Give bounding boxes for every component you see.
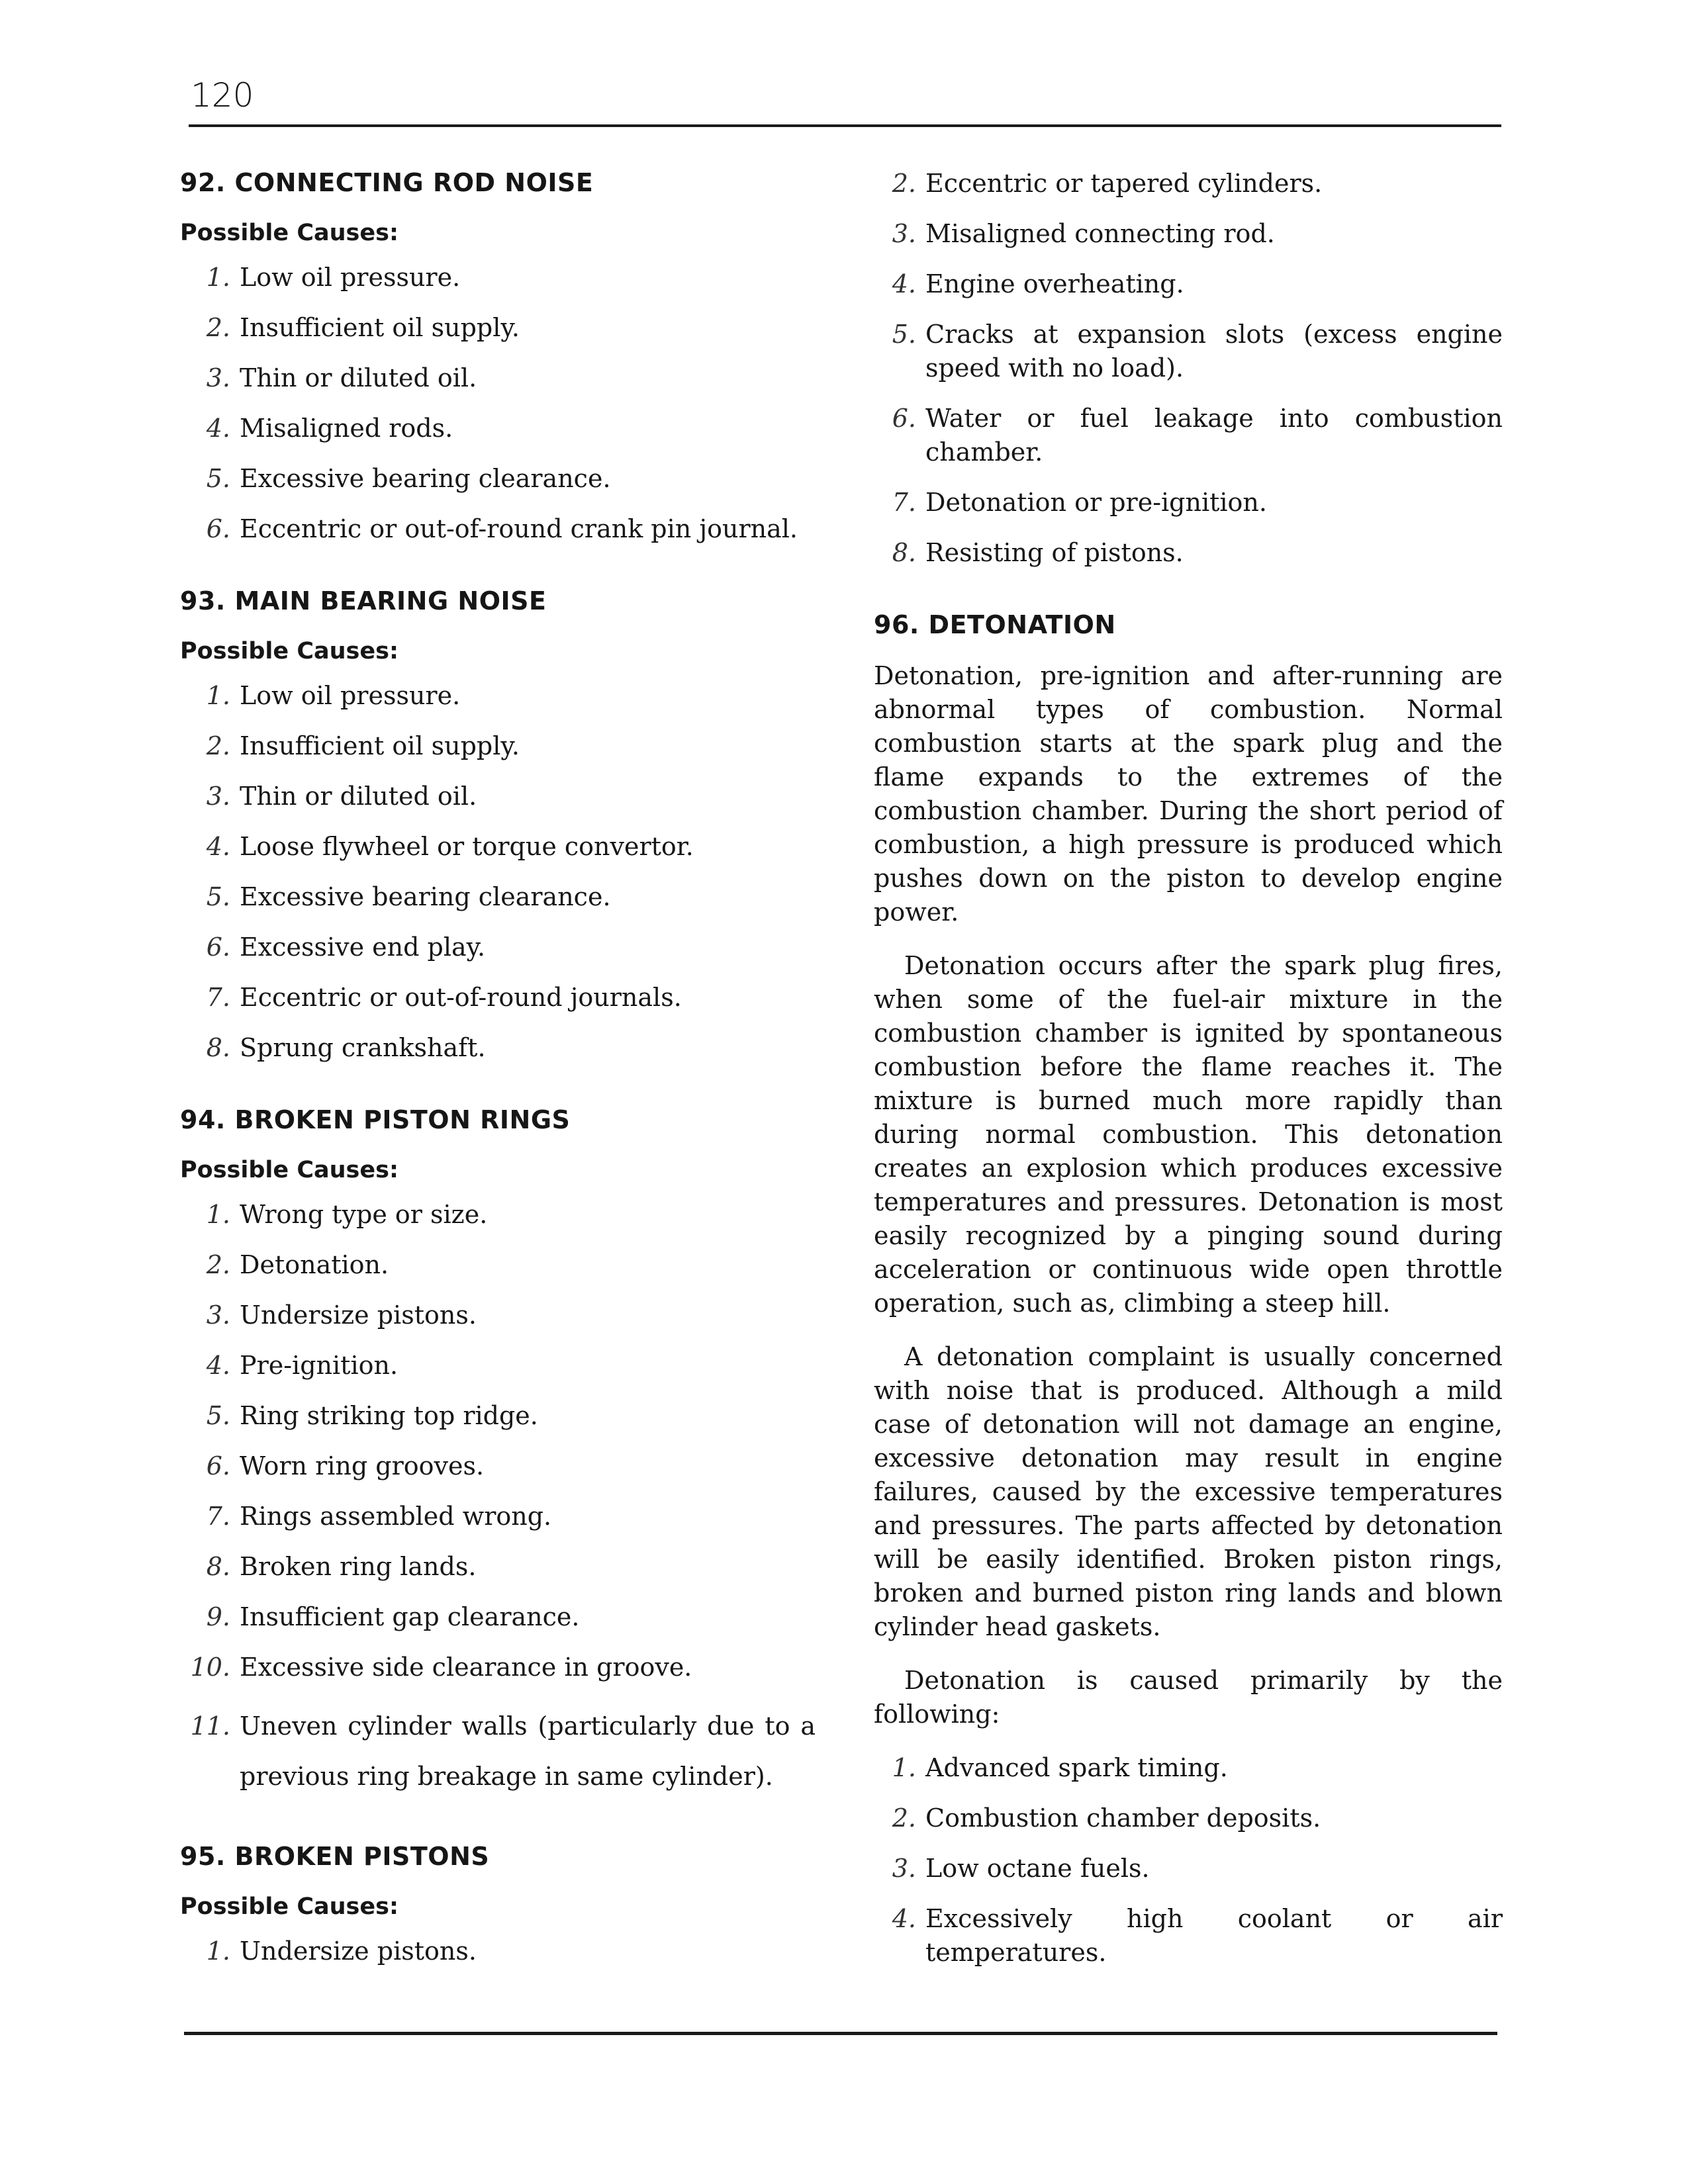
item-number: 5. bbox=[206, 882, 230, 911]
item-text: Undersize pistons. bbox=[240, 1936, 477, 1966]
item-number: 4. bbox=[892, 269, 916, 298]
list-item bbox=[180, 1550, 816, 1584]
item-text: Wrong type or size. bbox=[240, 1200, 488, 1229]
item-number: 3. bbox=[892, 219, 916, 248]
paragraph: Detonation, pre-ignition and after-running are abnormal types of combustion. Normal combustion starts at the spark plug and the flame expands to the extremes of the combustion chamber. During the short period of combustion, a high pressure is produced which pushes down on the piston to develop engine power. bbox=[874, 661, 1503, 927]
item-number: 5. bbox=[206, 464, 230, 493]
cause-list bbox=[180, 261, 816, 546]
item-text: Engine overheating. bbox=[925, 269, 1184, 298]
item-number: 6. bbox=[206, 1451, 230, 1480]
section-spacer bbox=[874, 586, 1503, 609]
item-number: 6. bbox=[206, 514, 230, 543]
item-text: Excessive end play. bbox=[240, 933, 486, 962]
item-number: 2. bbox=[892, 169, 916, 198]
item-text: Eccentric or out-of-round journals. bbox=[240, 983, 682, 1012]
section-92 bbox=[180, 167, 816, 546]
item-number: 11. bbox=[190, 1711, 230, 1741]
continued-cause-list bbox=[874, 167, 1503, 570]
item-number: 7. bbox=[206, 1502, 230, 1531]
section-subtitle: Possible Causes: bbox=[180, 220, 399, 246]
list-item bbox=[180, 412, 816, 445]
item-number: 5. bbox=[206, 1401, 230, 1430]
list-item bbox=[180, 1198, 816, 1232]
item-number: 2. bbox=[206, 313, 230, 342]
item-text: Low octane fuels. bbox=[925, 1854, 1150, 1883]
section-title: 92. CONNECTING ROD NOISE bbox=[180, 168, 594, 197]
item-text: Low oil pressure. bbox=[240, 263, 461, 292]
section-94 bbox=[180, 1104, 816, 1801]
item-text: Rings assembled wrong. bbox=[240, 1502, 552, 1531]
item-text: Excessive side clearance in groove. bbox=[240, 1653, 692, 1682]
section-95 bbox=[180, 1841, 816, 1968]
list-item bbox=[180, 931, 816, 964]
section-spacer bbox=[180, 563, 816, 585]
item-text: Excessively high coolant or air temperatures. bbox=[925, 1904, 1503, 1967]
item-text: Cracks at expansion slots (excess engine speed with no load). bbox=[925, 320, 1503, 383]
list-item bbox=[180, 729, 816, 763]
item-text: Broken ring lands. bbox=[240, 1552, 477, 1581]
item-number: 2. bbox=[892, 1803, 916, 1833]
top-rule bbox=[189, 124, 1501, 127]
section-subtitle: Possible Causes: bbox=[180, 638, 399, 664]
item-number: 3. bbox=[206, 1300, 230, 1330]
item-text: Worn ring grooves. bbox=[240, 1451, 485, 1480]
item-number: 9. bbox=[206, 1602, 230, 1631]
item-text: Combustion chamber deposits. bbox=[925, 1803, 1321, 1833]
item-number: 3. bbox=[206, 782, 230, 811]
item-number: 4. bbox=[206, 1351, 230, 1380]
item-text: Sprung crankshaft. bbox=[240, 1033, 486, 1062]
list-item bbox=[180, 311, 816, 345]
item-text: Excessive bearing clearance. bbox=[240, 882, 611, 911]
list-item bbox=[874, 1852, 1503, 1886]
item-text: Excessive bearing clearance. bbox=[240, 464, 611, 493]
cause-list bbox=[874, 1751, 1503, 1970]
list-item bbox=[874, 536, 1503, 570]
item-text: Uneven cylinder walls (particularly due to a previous ring breakage in same cylinder). bbox=[240, 1711, 816, 1791]
item-number: 8. bbox=[206, 1033, 230, 1062]
section-96 bbox=[874, 609, 1503, 1970]
list-item bbox=[180, 1248, 816, 1282]
item-number: 8. bbox=[892, 538, 916, 567]
list-item bbox=[874, 1801, 1503, 1835]
item-number: 1. bbox=[206, 1200, 230, 1229]
item-number: 8. bbox=[206, 1552, 230, 1581]
item-number: 1. bbox=[206, 263, 230, 292]
item-number: 6. bbox=[206, 933, 230, 962]
item-text: Low oil pressure. bbox=[240, 681, 461, 710]
list-item bbox=[180, 512, 816, 546]
section-title: 93. MAIN BEARING NOISE bbox=[180, 586, 547, 615]
item-number: 10. bbox=[190, 1653, 230, 1682]
section-subtitle: Possible Causes: bbox=[180, 1893, 399, 1920]
item-number: 7. bbox=[206, 983, 230, 1012]
list-item bbox=[180, 1298, 816, 1332]
list-item bbox=[180, 1399, 816, 1433]
section-title: 94. BROKEN PISTON RINGS bbox=[180, 1105, 571, 1134]
paragraph: Detonation is caused primarily by the following: bbox=[874, 1666, 1503, 1729]
list-item bbox=[874, 1902, 1503, 1970]
list-item bbox=[180, 1934, 816, 1968]
section-93 bbox=[180, 585, 816, 1065]
list-item bbox=[180, 1701, 816, 1801]
item-number: 1. bbox=[206, 681, 230, 710]
list-item bbox=[874, 167, 1503, 201]
left-column bbox=[180, 167, 816, 1985]
item-text: Pre-ignition. bbox=[240, 1351, 399, 1380]
cause-list bbox=[180, 679, 816, 1065]
item-text: Detonation or pre-ignition. bbox=[925, 488, 1267, 517]
list-item bbox=[180, 679, 816, 713]
list-item bbox=[180, 462, 816, 496]
list-item bbox=[180, 1500, 816, 1533]
item-text: Loose flywheel or torque convertor. bbox=[240, 832, 694, 861]
item-number: 1. bbox=[892, 1753, 916, 1782]
paragraph: A detonation complaint is usually concerned with noise that is produced. Although a mild case of detonation will not damage an engine, excessive detonation may result in engine failures, caused by the excessive temperatures and pressures. The parts affected by detonation will be easily identified. Broken piston rings, broken and burned piston ring lands and blown cylinder head gaskets. bbox=[874, 1342, 1503, 1641]
list-item bbox=[180, 1349, 816, 1383]
right-column bbox=[874, 167, 1503, 1986]
item-number: 1. bbox=[206, 1936, 230, 1966]
section-title: 95. BROKEN PISTONS bbox=[180, 1842, 490, 1871]
item-text: Insufficient oil supply. bbox=[240, 731, 520, 760]
item-text: Eccentric or tapered cylinders. bbox=[925, 169, 1323, 198]
page-number: 120 bbox=[191, 76, 254, 114]
list-item bbox=[180, 830, 816, 864]
bottom-rule bbox=[184, 2032, 1497, 2035]
item-number: 4. bbox=[892, 1904, 916, 1933]
cause-list bbox=[180, 1934, 816, 1968]
section-subtitle: Possible Causes: bbox=[180, 1157, 399, 1183]
item-text: Detonation. bbox=[240, 1250, 389, 1279]
item-number: 2. bbox=[206, 731, 230, 760]
item-number: 5. bbox=[892, 320, 916, 349]
list-item bbox=[874, 318, 1503, 385]
item-number: 4. bbox=[206, 832, 230, 861]
paragraph: Detonation occurs after the spark plug fires, when some of the fuel-air mixture in the combustion chamber is ignited by spontaneous combustion before the flame reaches it. The mixture is burned much more rapidly than during normal combustion. This detonation creates an explosion which produces excessive temperatures and pressures. Detonation is most easily recognized by a pinging sound during acceleration or continuous wide open throttle operation, such as, climbing a steep hill. bbox=[874, 951, 1503, 1318]
section-spacer bbox=[180, 1081, 816, 1104]
item-text: Insufficient gap clearance. bbox=[240, 1602, 580, 1631]
item-text: Insufficient oil supply. bbox=[240, 313, 520, 342]
list-item bbox=[180, 1031, 816, 1065]
list-item bbox=[180, 1449, 816, 1483]
list-item bbox=[180, 981, 816, 1015]
list-item bbox=[180, 1651, 816, 1684]
section-spacer bbox=[180, 1818, 816, 1841]
list-item bbox=[180, 880, 816, 914]
list-item bbox=[180, 780, 816, 813]
item-text: Misaligned connecting rod. bbox=[925, 219, 1275, 248]
list-item bbox=[180, 361, 816, 395]
item-text: Resisting of pistons. bbox=[925, 538, 1184, 567]
list-item bbox=[874, 1751, 1503, 1785]
list-item bbox=[180, 261, 816, 295]
cause-list bbox=[180, 1198, 816, 1801]
item-text: Thin or diluted oil. bbox=[240, 363, 477, 392]
list-item bbox=[180, 1600, 816, 1634]
list-item bbox=[874, 267, 1503, 301]
item-number: 3. bbox=[892, 1854, 916, 1883]
item-number: 4. bbox=[206, 414, 230, 443]
item-text: Eccentric or out-of-round crank pin journal. bbox=[240, 514, 798, 543]
section-title: 96. DETONATION bbox=[874, 610, 1116, 639]
item-number: 3. bbox=[206, 363, 230, 392]
list-item bbox=[874, 486, 1503, 520]
item-text: Water or fuel leakage into combustion chamber. bbox=[925, 404, 1503, 467]
item-number: 6. bbox=[892, 404, 916, 433]
item-text: Ring striking top ridge. bbox=[240, 1401, 538, 1430]
item-text: Undersize pistons. bbox=[240, 1300, 477, 1330]
item-text: Advanced spark timing. bbox=[925, 1753, 1228, 1782]
item-number: 2. bbox=[206, 1250, 230, 1279]
item-text: Misaligned rods. bbox=[240, 414, 453, 443]
item-text: Thin or diluted oil. bbox=[240, 782, 477, 811]
list-item bbox=[874, 217, 1503, 251]
list-item bbox=[874, 402, 1503, 469]
item-number: 7. bbox=[892, 488, 916, 517]
